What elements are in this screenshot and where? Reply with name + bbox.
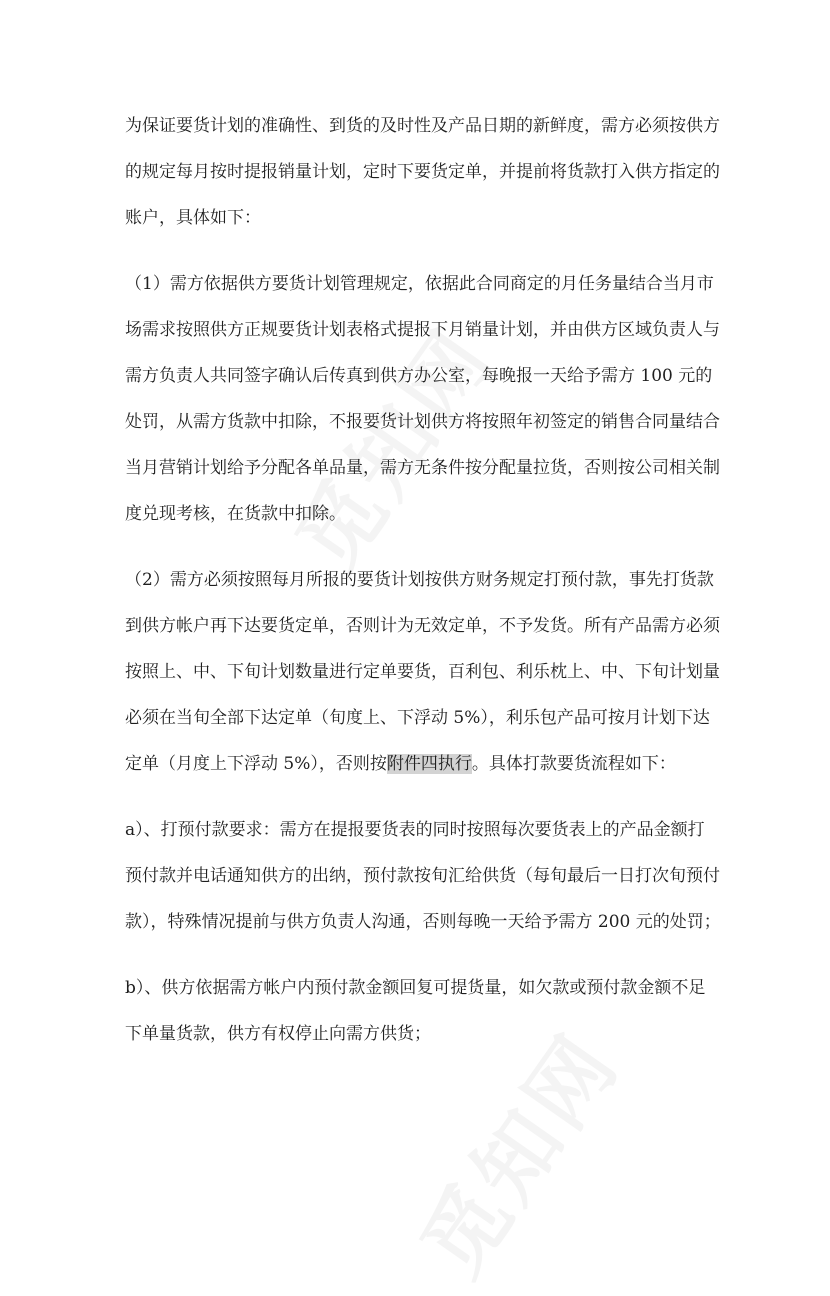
- text-segment: 。具体打款要货流程如下：: [471, 754, 676, 774]
- text-line: 预付款并电话通知供方的出纳，预付款按旬汇给供货（每旬最后一日打次旬预付: [125, 866, 720, 886]
- text-line: 到供方帐户再下达要货定单，否则计为无效定单，不予发货。所有产品需方必须: [125, 616, 720, 636]
- text-line: 处罚，从需方货款中扣除，不报要货计划供方将按照年初签定的销售合同量结合: [125, 412, 720, 432]
- highlighted-text: 附件四执行: [386, 754, 472, 774]
- text-line: 必须在当旬全部下达定单（旬度上、下浮动 5%），利乐包产品可按月计划下达: [125, 708, 710, 728]
- text-segment: 定单（月度上下浮动 5%），否则按: [125, 754, 387, 774]
- paragraph-item-1: [125, 261, 720, 537]
- text-line: 按照上、中、下旬计划数量进行定单要货，百利包、利乐枕上、中、下旬计划量: [125, 662, 720, 682]
- document-body: [125, 103, 721, 1057]
- paragraph-item-2: [125, 557, 720, 787]
- text-line: 度兑现考核，在货款中扣除。: [125, 504, 346, 524]
- text-line: 为保证要货计划的准确性、到货的及时性及产品日期的新鲜度，需方必须按供方: [125, 116, 720, 136]
- text-line: 下单量货款，供方有权停止向需方供货；: [125, 1024, 431, 1044]
- text-line: 需方负责人共同签字确认后传真到供方办公室，每晚报一天给予需方 100 元的: [125, 366, 713, 386]
- text-line: 场需求按照供方正规要货计划表格式提报下月销量计划，并由供方区域负责人与: [125, 320, 720, 340]
- text-line: （2）需方必须按照每月所报的要货计划按供方财务规定打预付款，事先打货款: [125, 570, 714, 590]
- text-line: 当月营销计划给予分配各单品量，需方无条件按分配量拉货，否则按公司相关制: [125, 458, 720, 478]
- paragraph-intro: [125, 103, 720, 241]
- text-line-with-highlight: [125, 741, 710, 787]
- text-line: 的规定每月按时提报销量计划，定时下要货定单，并提前将货款打入供方指定的: [125, 162, 720, 182]
- text-line: 账户，具体如下：: [125, 208, 261, 228]
- text-line: a）、打预付款要求：需方在提报要货表的同时按照每次要货表上的产品金额打: [125, 820, 705, 840]
- text-line: 款），特殊情况提前与供方负责人沟通，否则每晚一天给予需方 200 元的处罚；: [125, 912, 721, 932]
- paragraph-item-a: [125, 807, 721, 945]
- paragraph-item-b: [125, 965, 710, 1057]
- text-line: （1）需方依据供方要货计划管理规定，依据此合同商定的月任务量结合当月市: [125, 274, 714, 294]
- text-line: b）、供方依据需方帐户内预付款金额回复可提货量，如欠款或预付款金额不足: [125, 978, 706, 998]
